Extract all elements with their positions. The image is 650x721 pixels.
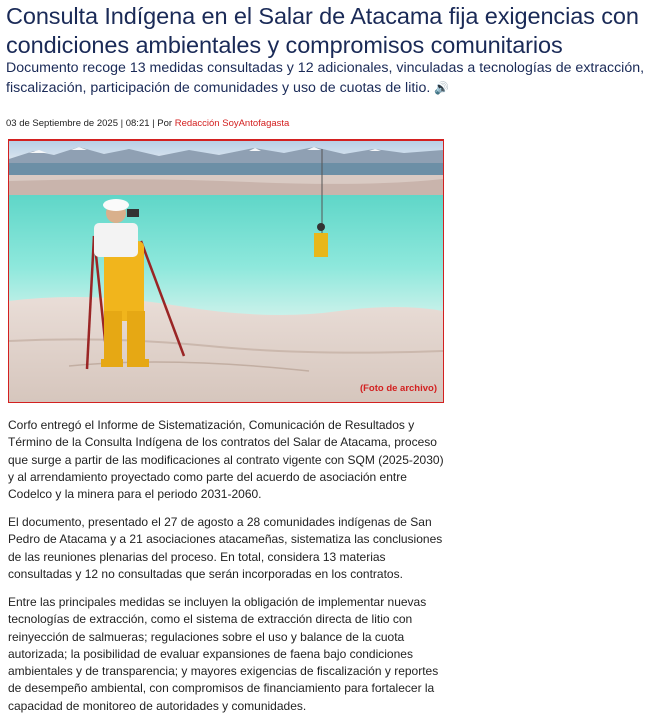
subheadline-text: Documento recoge 13 medidas consultadas y 12 adicionales, vinculadas a tecnologías de extracción, fiscalización, participación de comunidades y uso de cuotas de litio.	[6, 60, 645, 96]
publish-time: 08:21	[125, 118, 150, 129]
salar-photo-illustration	[9, 141, 443, 402]
by-label: Por	[157, 118, 173, 129]
article-paragraph: El documento, presentado el 27 de agosto a 28 comunidades indígenas de San Pedro de Atacama y a 21 asociaciones atacameñas, sistematiza las conclusiones de las reuniones plenarias del proceso. En total, considera 13 materias consultadas y 12 no consultadas que serán incorporadas en los contratos.	[8, 515, 443, 581]
meta-separator: |	[120, 118, 124, 129]
article-meta	[6, 118, 289, 129]
publish-date: 03 de Septiembre de 2025	[6, 118, 118, 129]
article-photo	[8, 139, 444, 403]
article-paragraph: Entre las principales medidas se incluyen la obligación de implementar nuevas tecnologías de extracción, como el sistema de extracción directa de litio con reinyección de salmueras; regulaciones sobre el uso y balance de la cuota autorizada; la posibilidad de evaluar expansiones de faena bajo condiciones ambientales y de transparencia; y mayores exigencias de fiscalización y reportes de desempeño ambiental, con compromisos de financiamiento para fortalecer la capacidad de monitoreo de autoridades y comunidades.	[8, 595, 439, 713]
meta-separator: |	[152, 118, 155, 129]
author-link[interactable]: Redacción SoyAntofagasta	[174, 118, 290, 129]
article-headline: Consulta Indígena en el Salar de Atacama fija exigencias con condiciones ambientales y compromisos comunitarios	[6, 3, 639, 58]
article-subheadline	[6, 59, 646, 98]
article-paragraph: Corfo entregó el Informe de Sistematización, Comunicación de Resultados y Término de la Consulta Indígena de los contratos del Salar de Atacama, proceso que surge a partir de las modificaciones al contrato vigente con SQM (2025-2030) y al arrendamiento proyectado como parte del acuerdo de asociación entre Codelco y la minera para el periodo 2031-2060.	[8, 418, 444, 502]
photo-caption: (Foto de archivo)	[359, 383, 437, 394]
speaker-icon[interactable]: 🔊	[434, 80, 450, 95]
